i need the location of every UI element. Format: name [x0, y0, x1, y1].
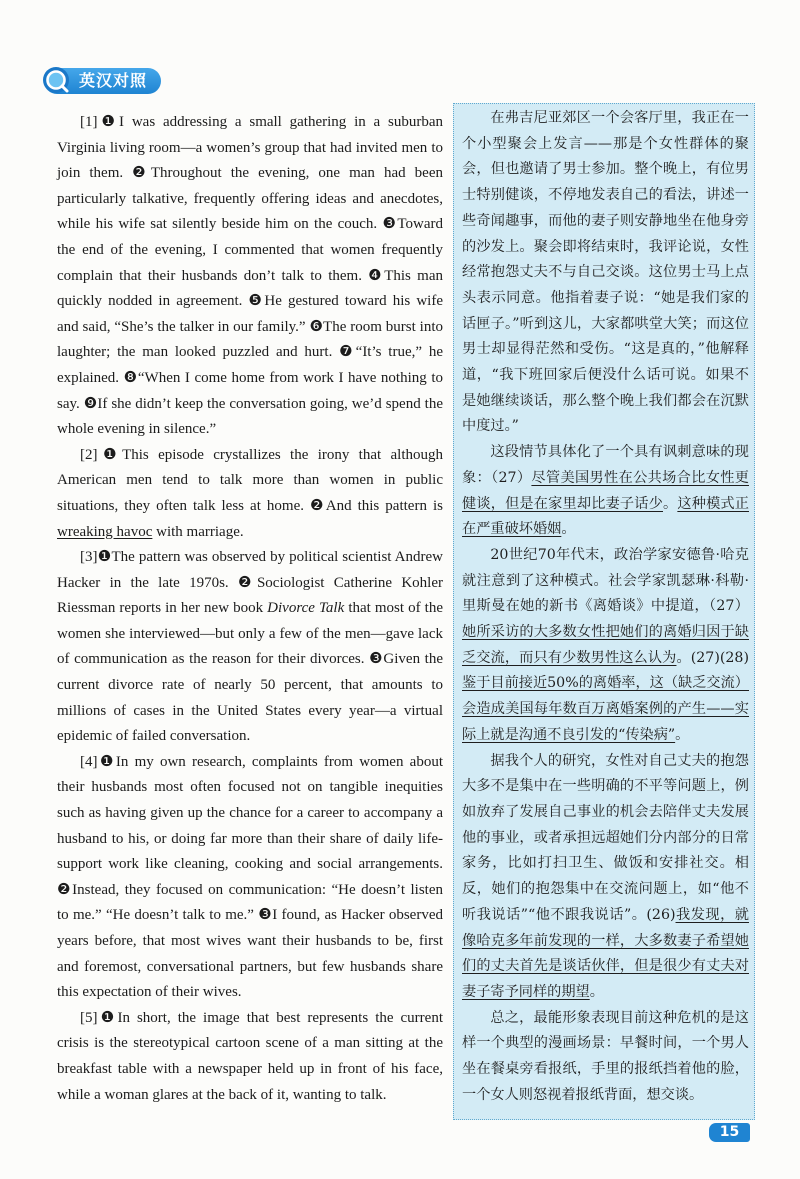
underlined-phrase: 尽管美国男性在公共场合比女性更健谈，但是在家里却比妻子话少 — [462, 469, 749, 512]
underlined-phrase: 她所采访的大多数女性把她们的离婚归因于缺乏交流，而只有少数男性这么认为 — [462, 624, 749, 666]
chinese-paragraph-3 — [462, 543, 749, 749]
paragraph-text: 据我个人的研究，女性对自己丈夫的抱怨大多不是集中在一些明确的不平等问题上，例如放弃了发展自己事业的机会去陪伴丈夫发展他的事业，或者承担远超她们分内部分的日常家务，比如打扫卫生、做饭和安排社交。相反，她们的抱怨集中在交流问题上，如“他不听我说话”“他不跟我说话”。(26) — [462, 752, 749, 923]
paragraph-text: 。 — [589, 983, 604, 1000]
english-column — [57, 110, 443, 1108]
paragraph-text: 。 — [663, 495, 678, 512]
paragraph-text: [2]❶This episode crystallizes the irony that although American men tend to talk more than women in public situations, they often talk less at home. ❷And this pattern is — [57, 446, 443, 514]
chinese-paragraph-2 — [462, 440, 749, 543]
paragraph-text: 这段情节具体化了一个具有讽刺意味的现象：（27） — [462, 444, 749, 486]
underlined-phrase: 我发现，就像哈克多年前发现的一样，大多数妻子希望她们的丈夫首先是谈话伙伴，但是很少有丈夫对妻子寄予同样的期望 — [462, 906, 749, 1000]
underlined-phrase: 鉴于目前接近50%的离婚率，这（缺乏交流）会造成美国每年数百万离婚案例的产生——实际上就是沟通不良引发的“传染病” — [462, 675, 749, 743]
paragraph-text: 。(27)(28) — [676, 649, 749, 666]
english-paragraph-3 — [57, 545, 443, 750]
paragraph-text: 。 — [561, 521, 576, 538]
chinese-paragraph-4 — [462, 749, 749, 1006]
english-paragraph-1 — [57, 110, 443, 443]
english-paragraph-2 — [57, 443, 443, 545]
paragraph-text: 20世纪70年代末，政治学家安德鲁·哈克就注意到了这种模式。社会学家凯瑟琳·科勒·里斯曼在她的新书《离婚谈》中提道，（27） — [462, 546, 749, 615]
chinese-translation-panel — [453, 103, 755, 1120]
paragraph-text: 在弗吉尼亚郊区一个会客厅里，我正在一个小型聚会上发言——那是个女性群体的聚会，但也邀请了男士参加。整个晚上，有位男士特别健谈，不停地发表自己的看法，讲述一些奇闻趣事，而他的妻子则安静地坐在他身旁的沙发上。聚会即将结束时，我评论说，女性经常抱怨丈夫不与自己交谈。这位男士马上点头表示同意。他指着妻子说：“她是我们家的话匣子。”听到这儿，大家都哄堂大笑；而这位男士却显得茫然和受伤。“这是真的，”他解释道，“我下班回家后便没什么话可说。如果不是她继续谈话，那么整个晚上我们都会在沉默中度过。” — [462, 110, 749, 435]
paragraph-text: [4]❶In my own research, complaints from women about their husbands most often focused not on tangible inequities such as having given up the chance for a career to accompany a husband to his, or doing far more than their share of daily life-support work like cleaning, cooking and social arrangements. ❷Instead, they focused on communication: “He doesn’t listen to me.” “He doesn’t talk to me.” ❸I found, as Hacker observed years before, that most wives want their husbands to be, first and foremost, conversational partners, but few husbands share this expectation of their wives. — [57, 753, 443, 1001]
paragraph-text: 。 — [675, 726, 690, 743]
paragraph-text: 总之，最能形象表现目前这种危机的是这样一个典型的漫画场景：早餐时间，一个男人坐在餐桌旁看报纸，手里的报纸挡着他的脸，一个女人则怒视着报纸背面，想交谈。 — [462, 1009, 749, 1103]
paragraph-text: [1]❶I was addressing a small gathering in a suburban Virginia living room—a women’s group that had invited men to join them. ❷Throughout the evening, one man had been particularly talkative, frequently offering ideas and anecdotes, while his wife sat silently beside him on the couch. ❸Toward the end of the evening, I commented that women frequently complain that their husbands don’t talk to them. ❹This man quickly nodded in agreement. ❺He gestured toward his wife and said, “She’s the talker in our family.” ❻The room burst into laughter; the man looked puzzled and hurt. ❼“It’s true,” he explained. ❽“When I come home from work I have nothing to say. ❾If she didn’t keep the conversation going, we’d spend the whole evening in silence.” — [57, 114, 443, 438]
section-badge — [44, 68, 161, 94]
book-title: Divorce Talk — [267, 600, 345, 617]
paragraph-text: with marriage. — [152, 523, 244, 540]
paragraph-text: [5]❶In short, the image that best represents the current crisis is the stereotypical cartoon scene of a man sitting at the breakfast table with a newspaper held up in front of his face, while a woman glares at the back of it, wanting to talk. — [57, 1009, 443, 1103]
english-paragraph-4 — [57, 750, 443, 1006]
paragraph-text: [3]❶The pattern was observed by political scientist Andrew Hacker in the late 1970s. ❷Sociologist Catherine Kohler Riessman reports in her new book — [57, 549, 443, 617]
page-number: 15 — [709, 1123, 750, 1142]
paragraph-text: that most of the women she interviewed—but only a few of the men—gave lack of communication as the reason for their divorces. ❸Given the current divorce rate of nearly 50 percent, that amounts to millions of cases in the United States every year—a virtual epidemic of failed conversation. — [57, 600, 443, 745]
section-badge-label: 英汉对照 — [79, 71, 148, 90]
magnifier-icon — [41, 65, 73, 97]
underlined-phrase: 这种模式正在严重破坏婚姻 — [462, 495, 749, 538]
chinese-paragraph-5 — [462, 1006, 749, 1109]
chinese-paragraph-1 — [462, 106, 749, 440]
english-paragraph-5 — [57, 1006, 443, 1108]
underlined-phrase: wreaking havoc — [57, 523, 153, 540]
